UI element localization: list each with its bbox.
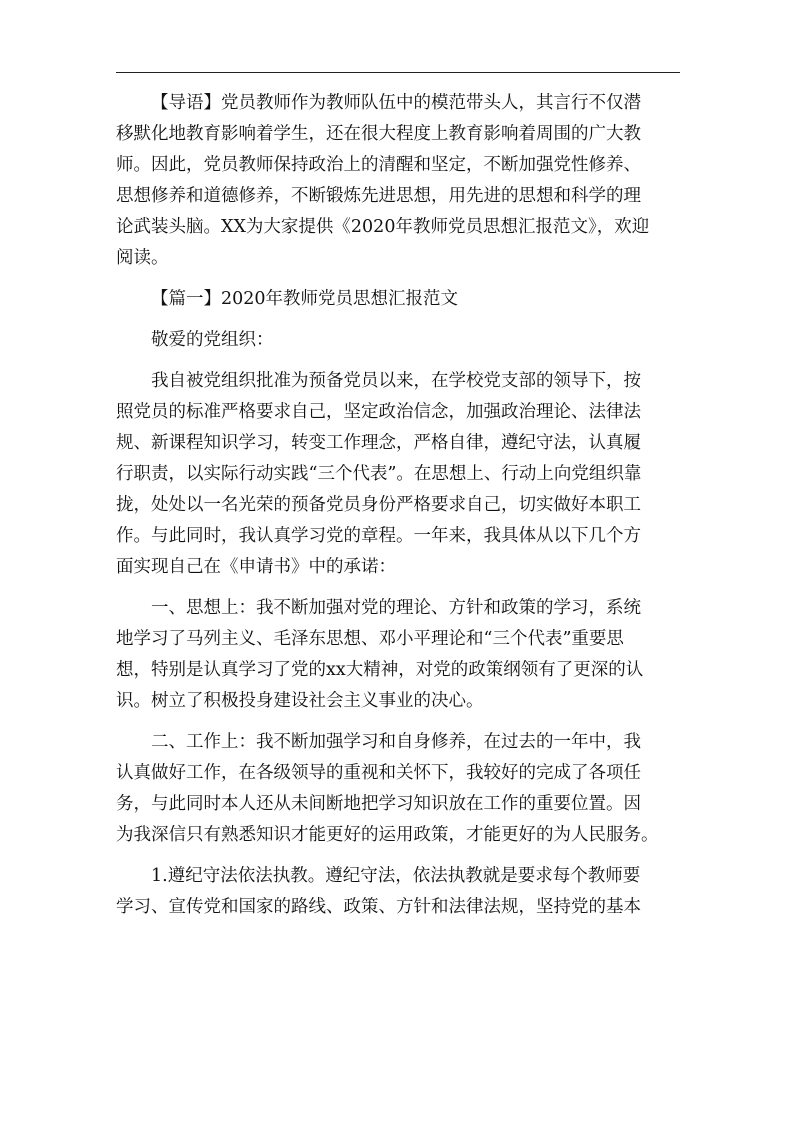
document-body bbox=[116, 88, 680, 933]
intro-line: 阅读。 bbox=[116, 248, 169, 268]
paragraph-line: 认真做好工作，在各级领导的重视和关怀下，我较好的完成了各项任 bbox=[116, 763, 641, 783]
paragraph-line: 行职责，以实际行动实践“三个代表”。在思想上、行动上向党组织靠 bbox=[116, 464, 642, 484]
section-title: 【篇一】2020年教师党员思想汇报范文 bbox=[151, 289, 459, 309]
paragraph-line: 地学习了马列主义、毛泽东思想、邓小平理论和“三个代表”重要思 bbox=[116, 629, 624, 649]
paragraph-line: 规、新课程知识学习，转变工作理念，严格自律，遵纪守法，认真履 bbox=[116, 433, 641, 453]
paragraph-4 bbox=[116, 861, 680, 923]
paragraph-line: 学习、宣传党和国家的路线、政策、方针和法律法规，坚持党的基本 bbox=[116, 897, 641, 917]
header-rule bbox=[116, 72, 680, 73]
paragraph-line: 务，与此同时本人还从未间断地把学习知识放在工作的重要位置。因 bbox=[116, 794, 641, 814]
salutation: 敬爱的党组织： bbox=[151, 330, 274, 350]
paragraph-2 bbox=[116, 593, 680, 717]
intro-line: 论武装头脑。XX为大家提供《2020年教师党员思想汇报范文》，欢迎 bbox=[116, 217, 650, 237]
paragraph-3 bbox=[116, 727, 680, 851]
paragraph-line: 二、工作上：我不断加强学习和自身修养，在过去的一年中，我 bbox=[151, 732, 641, 752]
paragraph-line: 一、思想上：我不断加强对党的理论、方针和政策的学习，系统 bbox=[151, 598, 641, 618]
paragraph-line: 为我深信只有熟悉知识才能更好的运用政策，才能更好的为人民服务。 bbox=[116, 825, 659, 845]
paragraph-line: 作。与此同时，我认真学习党的章程。一年来，我具体从以下几个方 bbox=[116, 526, 641, 546]
salutation-paragraph bbox=[116, 325, 680, 356]
intro-line: 【导语】党员教师作为教师队伍中的模范带头人，其言行不仅潜 bbox=[151, 93, 641, 113]
intro-line: 移默化地教育影响着学生，还在很大程度上教育影响着周围的广大教 bbox=[116, 124, 641, 144]
intro-line: 思想修养和道德修养，不断锻炼先进思想，用先进的思想和科学的理 bbox=[116, 186, 641, 206]
paragraph-line: 我自被党组织批准为预备党员以来，在学校党支部的领导下，按 bbox=[151, 371, 641, 391]
intro-paragraph bbox=[116, 88, 680, 274]
section-title-paragraph bbox=[116, 284, 680, 315]
paragraph-1 bbox=[116, 366, 680, 583]
paragraph-line: 面实现自己在《申请书》中的承诺： bbox=[116, 557, 396, 577]
paragraph-line: 照党员的标准严格要求自己，坚定政治信念，加强政治理论、法律法 bbox=[116, 402, 641, 422]
paragraph-line: 1.遵纪守法依法执教。遵纪守法，依法执教就是要求每个教师要 bbox=[151, 866, 641, 886]
paragraph-line: 想，特别是认真学习了党的xx大精神，对党的政策纲领有了更深的认 bbox=[116, 660, 644, 680]
paragraph-line: 识。树立了积极投身建设社会主义事业的决心。 bbox=[116, 691, 484, 711]
intro-line: 师。因此，党员教师保持政治上的清醒和坚定，不断加强党性修养、 bbox=[116, 155, 641, 175]
paragraph-line: 拢，处处以一名光荣的预备党员身份严格要求自己，切实做好本职工 bbox=[116, 495, 641, 515]
